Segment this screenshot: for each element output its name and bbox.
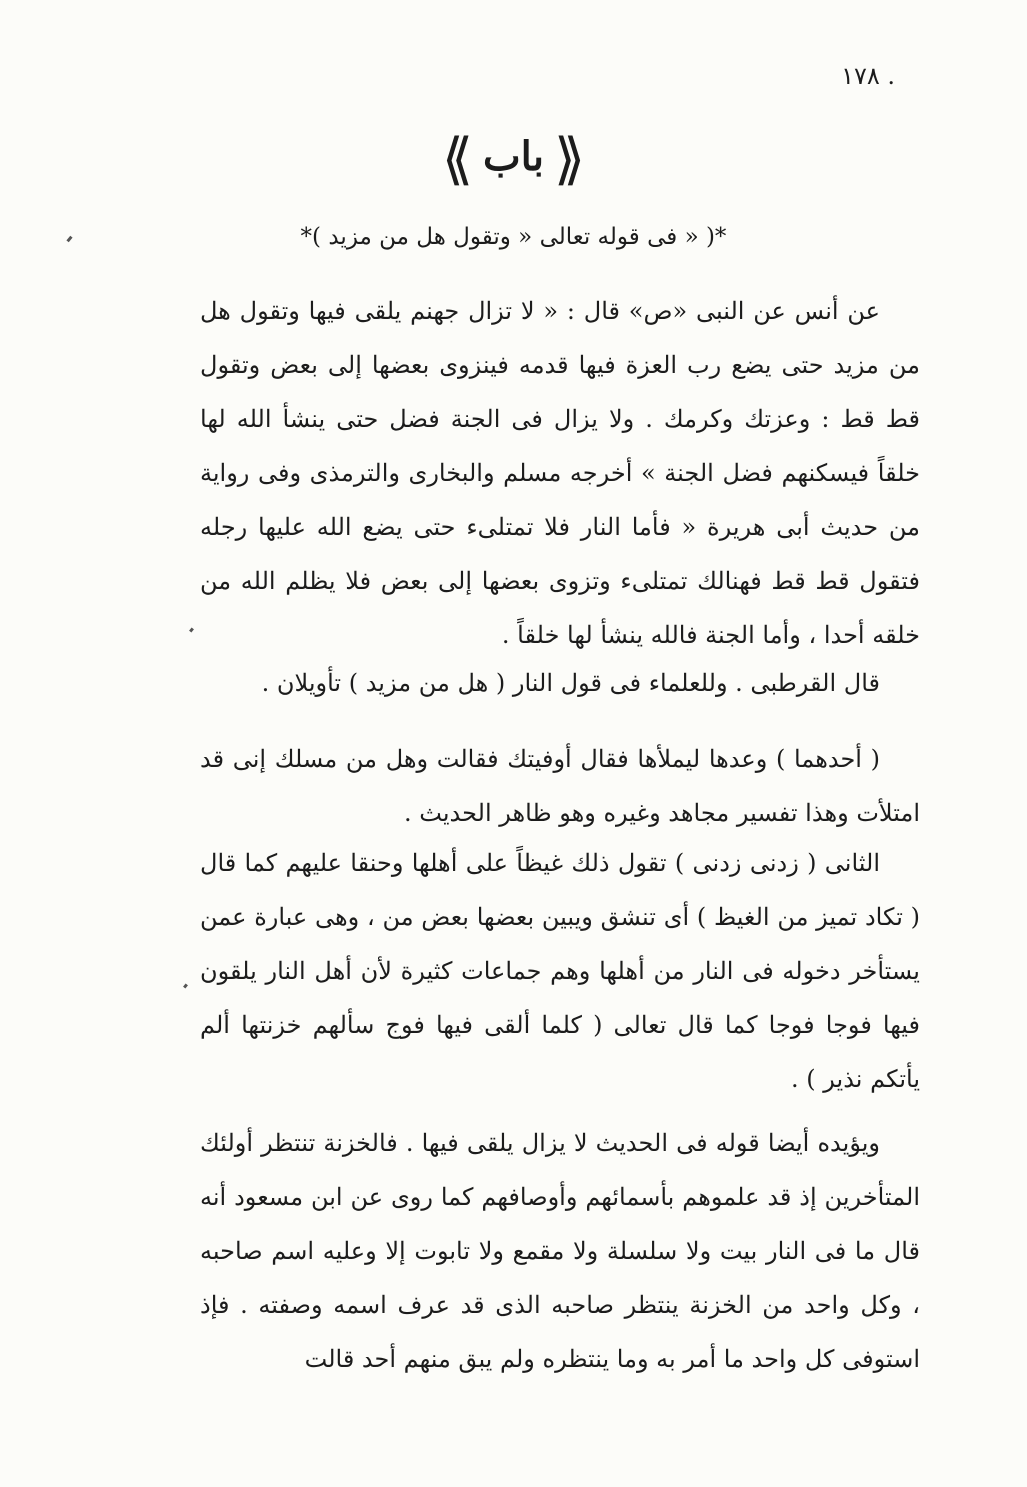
paragraph-qurtubi: قال القرطبى . وللعلماء فى قول النار ( هل من مزيد ) تأويلان . (261, 669, 880, 697)
ink-speck (189, 628, 194, 633)
ink-speck (183, 984, 188, 989)
paragraph-supporting-narration: ويؤيده أيضا قوله فى الحديث لا يزال يلقى فيها . فالخزنة تنتظر أولئك المتأخرين إذ قد علموهم بأسمائهم وأوصافهم كما روى عن ابن مسعود أنه قال ما فى النار بيت ولا سلسلة ولا مقمع ولا تابوت إلا وعليه اسم صاحبه ، وكل واحد من الخزنة ينتظر صاحبه الذى قد عرف اسمه وصفته . فإذ استوفى كل واحد ما أمر به وما ينتظره ولم يبق منهم أحد قالت (200, 1129, 920, 1373)
paragraph-hadith: عن أنس عن النبى «ص» قال : « لا تزال جهنم يلقى فيها وتقول هل من مزيد حتى يضع رب العزة فيها قدمه فينزوى بعضها إلى بعض وتقول قط قط : وعزتك وكرمك . ولا يزال فى الجنة فضل حتى ينشأ الله لها خلقاً فيسكنهم فضل الجنة » أخرجه مسلم والبخارى والترمذى وفى رواية من حديث أبى هريرة « فأما النار فلا تمتلىء حتى يضع الله عليها رجله فتقول قط قط فهنالك تمتلىء وتزوى بعضها إلى بعض فلا يظلم الله من خلقه أحدا ، وأما الجنة فالله ينشأ لها خلقاً . (200, 297, 920, 649)
chapter-subtitle: *( فى قوله تعالى « وتقول هل من مزيد » )* (300, 224, 727, 250)
paragraph-second-interpretation: الثانى ( زدنى زدنى ) تقول ذلك غيظاً على أهلها وحنقا عليهم كما قال ( تكاد تميز من الغيظ ) أى تنشق ويبين بعضها بعض من ، وهى عبارة عمن يستأخر دخوله فى النار من أهلها وهم جماعات كثيرة لأن أهل النار يلقون فيها فوجا فوجا كما قال تعالى ( كلما ألقى فيها فوج سألهم خزنتها ألم يأتكم نذير ) . (200, 849, 920, 1093)
ornamental-bracket-left-icon: ⟪ (441, 127, 473, 192)
paragraph-first-interpretation: ( أحدهما ) وعدها ليملأها فقال أوفيتك فقالت وهل من مسلك إنى قد امتلأت وهذا تفسير مجاهد وغيره وهو ظاهر الحديث . (200, 745, 920, 827)
chapter-title-text: باب (483, 133, 544, 180)
chapter-title (0, 127, 1027, 192)
page-number: ١٧٨ . (841, 62, 895, 90)
ornamental-bracket-right-icon: ⟫ (553, 127, 586, 192)
